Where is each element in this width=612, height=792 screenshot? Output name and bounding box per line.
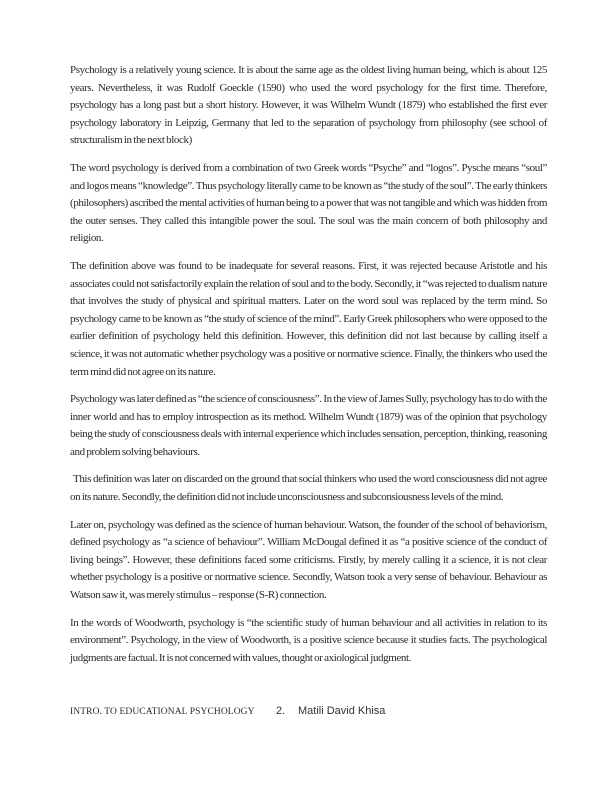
paragraph-science-of-behaviour: Later on, psychology was defined as the science of human behaviour. Watson, the founder of the school of behaviorism, defined psychology as “a science of behaviour”. William McDougal defined it as “a positive science of the conduct of living beings”. However, these definitions faced some criticisms. Firstly, by merely calling it a science, it is not clear whether psychology is a positive or normative science. Secondly, Watson took a very sense of behaviour. Behaviour as Watson saw it, was merely stimulus – response (S-R) connection. bbox=[70, 518, 547, 602]
paragraph-woodworth-definition: In the words of Woodworth, psychology is “the scientific study of human behaviour and all activities in relation to its environment”. Psychology, in the view of Woodworth, is a positive science because it studies facts. The psychological judgments are factual. It is not concerned with values, thought or axiological judgment. bbox=[70, 616, 547, 664]
footer-page-number: 2. bbox=[276, 705, 286, 717]
document-body bbox=[70, 62, 547, 677]
paragraph-greek-origin: The word psychology is derived from a combination of two Greek words “Psyche” and “logos”. Pysche means “soul” and logos means “knowledge”. Thus psychology literally came to be known as “the study of the soul”. The early thinkers (philosophers) ascribed the mental activities of human being to a power that was not tangible and which was hidden from the outer senses. They called this intangible power the soul. The soul was the main concern of both philosophy and religion. bbox=[70, 161, 547, 245]
page-footer bbox=[70, 704, 547, 720]
footer-author-name: Matili David Khisa bbox=[298, 705, 386, 717]
footer-course-title: INTRO. TO EDUCATIONAL PSYCHOLOGY bbox=[70, 707, 255, 717]
paragraph-definition-discarded: This definition was later on discarded on the ground that social thinkers who used the word consciousness did not agree on its nature. Secondly, the definition did not include unconsciousness and subconsiousness levels of the mind. bbox=[70, 473, 547, 504]
paragraph-definition-inadequate: The definition above was found to be inadequate for several reasons. First, it was rejected because Aristotle and his associates could not satisfactorily explain the relation of soul and to the body. Secondly, it “was rejected to dualism nature that involves the study of physical and spiritual matters. Later on the word soul was replaced by the term mind. So psychology came to be known as “the study of science of the mind”. Early Greek philosophers who were opposed to the earlier definition of psychology held this definition. However, this definition did not last because by calling itself a science, it was not automatic whether psychology was a positive or normative science. Finally, the thinkers who used the term mind did not agree on its nature. bbox=[70, 259, 547, 378]
paragraph-intro-young-science: Psychology is a relatively young science. It is about the same age as the oldest living human being, which is about 125 years. Nevertheless, it was Rudolf Goeckle (1590) who used the word psychology for the first time. Therefore, psychology has a long past but a short history. However, it was Wilhelm Wundt (1879) who established the first ever psychology laboratory in Leipzig, Germany that led to the separation of psychology from philosophy (see school of structuralism in the next block) bbox=[70, 64, 547, 147]
paragraph-science-of-consciousness: Psychology was later defined as “the science of consciousness”. In the view of James Sully, psychology has to do with the inner world and has to employ introspection as its method. Wilhelm Wundt (1879) was of the opinion that psychology being the study of consciousness deals with internal experience which includes sensation, perception, thinking, reasoning and problem solving behaviours. bbox=[70, 393, 547, 458]
